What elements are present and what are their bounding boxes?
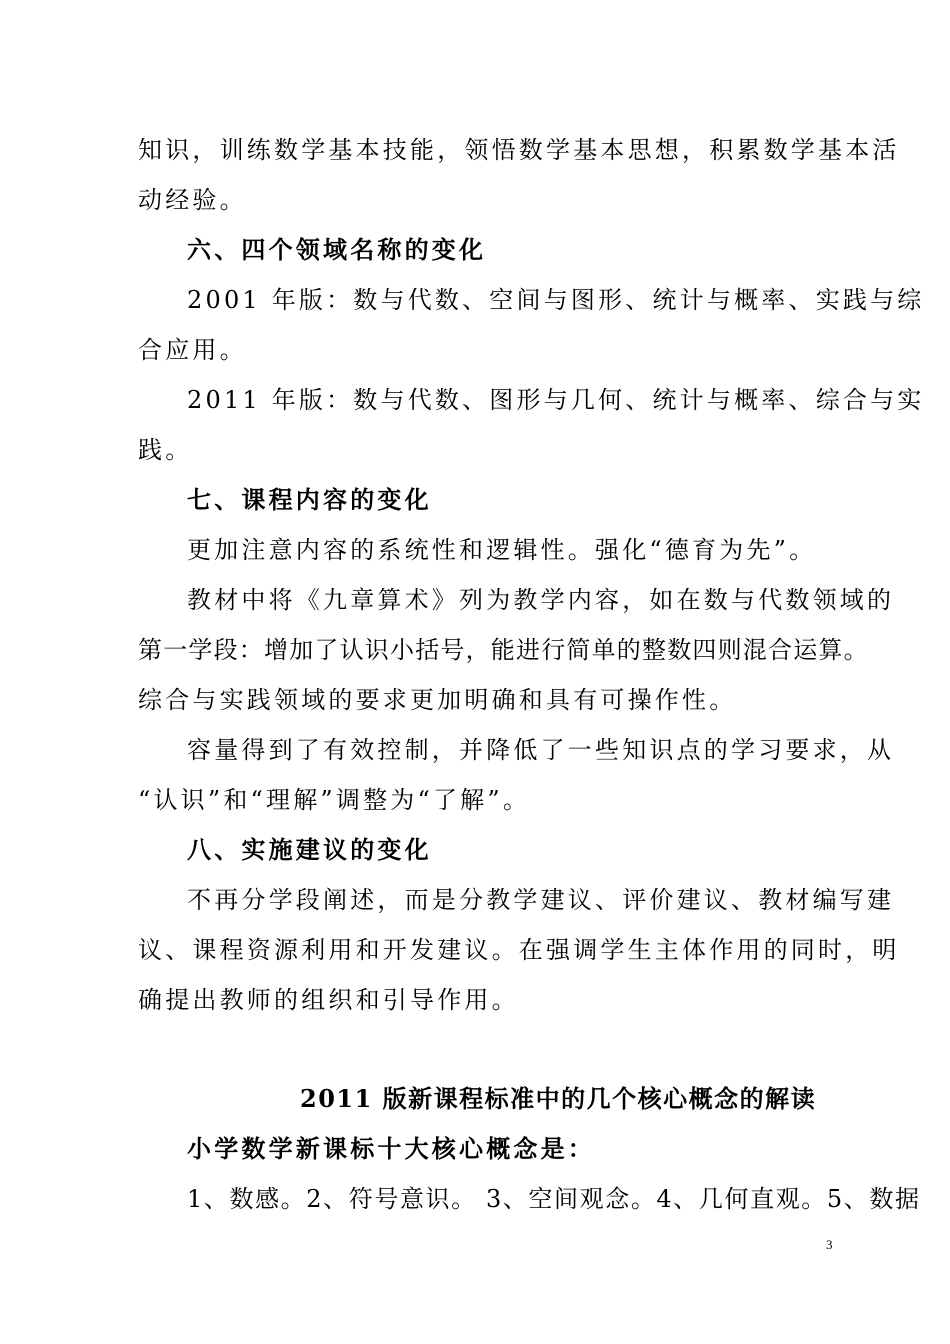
paragraph-line: 合应用。 [138, 336, 247, 364]
page-number: 3 [826, 1237, 833, 1252]
section-title: 2011 版新课程标准中的几个核心概念的解读 [300, 1084, 817, 1113]
sub-heading: 小学数学新课标十大核心概念是： [187, 1134, 595, 1163]
paragraph-line: 2001 年版：数与代数、空间与图形、统计与概率、实践与综 [187, 286, 925, 314]
section-heading-seven: 七、课程内容的变化 [187, 485, 432, 514]
paragraph-line: 议、课程资源利用和开发建议。在强调学生主体作用的同时，明 [138, 936, 900, 964]
section-heading-six: 六、四个领域名称的变化 [187, 235, 487, 264]
paragraph-line: “认识”和“理解”调整为“了解”。 [138, 786, 531, 814]
paragraph-line: 动经验。 [138, 186, 247, 214]
paragraph-line: 更加注意内容的系统性和逻辑性。强化“德育为先”。 [187, 536, 817, 564]
paragraph-line: 教材中将《九章算术》列为教学内容，如在数与代数领域的 [187, 586, 895, 614]
section-heading-eight: 八、实施建议的变化 [187, 835, 432, 864]
paragraph-line: 综合与实践领域的要求更加明确和具有可操作性。 [138, 686, 737, 714]
paragraph-line: 践。 [138, 436, 193, 464]
paragraph-line: 第一学段：增加了认识小括号，能进行简单的整数四则混合运算。 [138, 636, 869, 664]
paragraph-line: 确提出教师的组织和引导作用。 [138, 986, 519, 1014]
paragraph-line: 不再分学段阐述，而是分教学建议、评价建议、教材编写建 [187, 886, 895, 914]
paragraph-line: 容量得到了有效控制，并降低了一些知识点的学习要求，从 [187, 736, 895, 764]
paragraph-line: 1、数感。2、符号意识。 3、空间观念。4、几何直观。5、数据 [187, 1185, 921, 1213]
paragraph-line: 知识，训练数学基本技能，领悟数学基本思想，积累数学基本活 [138, 136, 900, 164]
paragraph-line: 2011 年版：数与代数、图形与几何、统计与概率、综合与实 [187, 386, 925, 414]
